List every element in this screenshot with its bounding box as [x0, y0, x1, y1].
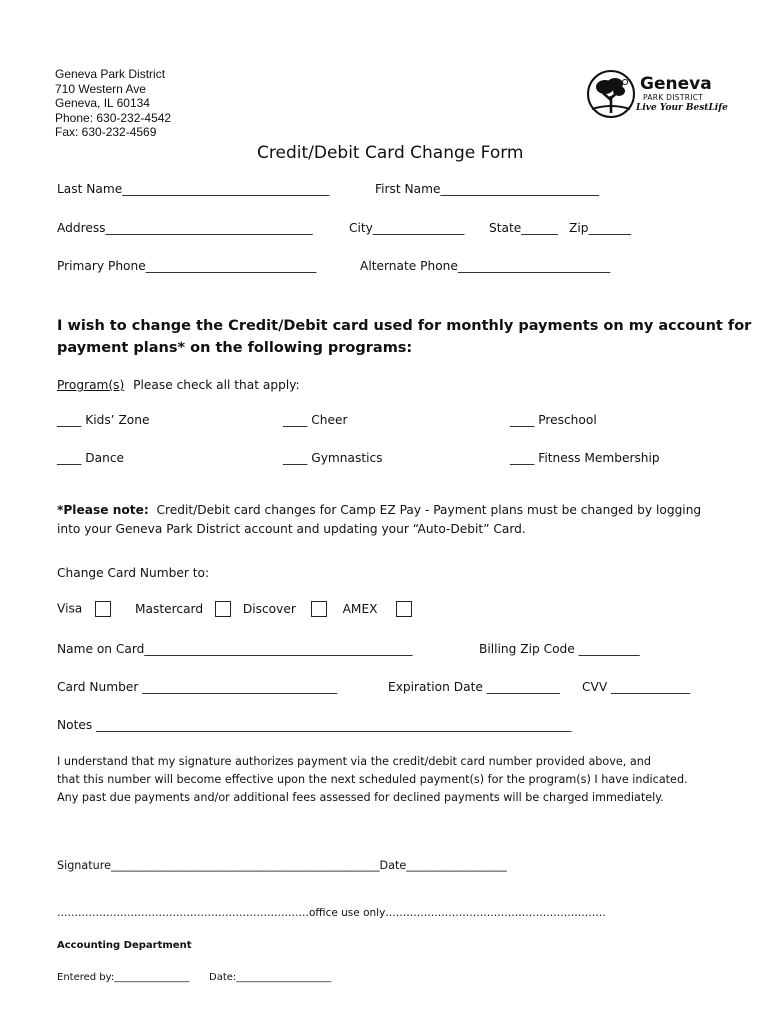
address-block	[55, 67, 171, 140]
alternate-phone-field[interactable]: Alternate Phone_________________________	[360, 259, 611, 273]
discover-checkbox[interactable]	[311, 601, 327, 617]
city-state-zip: Geneva, IL 60134	[55, 96, 150, 110]
signature-date-line[interactable]: Signature________________________________________________Date__________________	[57, 859, 507, 872]
amex-checkbox[interactable]	[396, 601, 412, 617]
address-field[interactable]: Address__________________________________	[57, 221, 313, 235]
primary-phone-field[interactable]: Primary Phone____________________________	[57, 259, 317, 273]
camp-ez-pay-note	[57, 501, 701, 539]
program-dance[interactable]: ____ Dance	[57, 451, 125, 465]
program-gymnastics[interactable]: ____ Gymnastics	[283, 451, 383, 465]
programs-label-row	[57, 378, 300, 392]
street-address: 710 Western Ave	[55, 81, 146, 96]
programs-heading-line2: payment plans* on the following programs:	[57, 340, 413, 356]
programs-heading	[57, 315, 751, 359]
visa-checkbox[interactable]	[95, 601, 111, 617]
logo-name: Geneva	[640, 74, 712, 94]
program-cheer[interactable]: ____ Cheer	[283, 413, 348, 427]
name-on-card-field[interactable]: Name on Card____________________________________________	[57, 642, 413, 656]
last-name-field[interactable]: Last Name__________________________________	[57, 182, 330, 196]
accounting-department-label: Accounting Department	[57, 940, 192, 951]
zip-field[interactable]: Zip_______	[569, 221, 632, 235]
authorization-statement	[57, 753, 688, 807]
discover-label: Discover	[242, 601, 296, 616]
mastercard-checkbox[interactable]	[215, 601, 231, 617]
mastercard-label: Mastercard	[135, 601, 204, 616]
expiration-date-field[interactable]: Expiration Date ____________	[388, 680, 560, 694]
tree-icon	[586, 69, 636, 119]
programs-label: Program(s)	[57, 378, 125, 392]
form-title: Credit/Debit Card Change Form	[257, 143, 524, 163]
cvv-field[interactable]: CVV _____________	[582, 680, 691, 694]
logo-subtitle: PARK DISTRICT	[643, 93, 704, 102]
phone-number: Phone: 630-232-4542	[55, 110, 172, 125]
note-bold-label: *Please note:	[57, 503, 149, 517]
change-card-label: Change Card Number to:	[57, 566, 210, 580]
card-number-field[interactable]: Card Number ________________________________	[57, 680, 338, 694]
first-name-field[interactable]: First Name__________________________	[375, 182, 599, 196]
billing-zip-field[interactable]: Billing Zip Code __________	[479, 642, 640, 656]
auth-line3: Any past due payments and/or additional fees assessed for declined payments will be charged immediately.	[57, 791, 664, 804]
program-preschool[interactable]: ____ Preschool	[510, 413, 597, 427]
office-use-divider: ………………………………………………………………office use only………………………………………………………	[57, 907, 606, 919]
state-field[interactable]: State______	[489, 221, 558, 235]
amex-label: AMEX	[342, 601, 378, 616]
logo-tagline: Live Your BestLife	[636, 103, 728, 113]
fax-number: Fax: 630-232-4569	[55, 125, 157, 139]
program-fitness-membership[interactable]: ____ Fitness Membership	[510, 451, 660, 465]
programs-heading-line1: I wish to change the Credit/Debit card used for monthly payments on my account for	[57, 318, 752, 334]
program-kids-zone[interactable]: ____ Kids’ Zone	[57, 413, 150, 427]
geneva-park-district-logo	[586, 68, 726, 120]
card-type-row	[57, 601, 412, 617]
auth-line1: I understand that my signature authorizes payment via the credit/debit card number provided above, and	[57, 755, 651, 768]
note-line2: into your Geneva Park District account and updating your “Auto-Debit” Card.	[57, 522, 526, 536]
city-field[interactable]: City_______________	[349, 221, 465, 235]
notes-field[interactable]: Notes ______________________________________________________________________________	[57, 718, 572, 732]
auth-line2: that this number will become effective upon the next scheduled payment(s) for the program(s) I have indicated.	[57, 773, 688, 786]
note-line1: Credit/Debit card changes for Camp EZ Pay - Payment plans must be changed by logging	[156, 503, 702, 517]
office-date-field[interactable]: Date:___________________	[209, 972, 332, 983]
entered-by-field[interactable]: Entered by:_______________	[57, 972, 190, 983]
programs-instruction: Please check all that apply:	[133, 378, 300, 392]
org-name: Geneva Park District	[55, 67, 166, 81]
visa-label: Visa	[57, 601, 83, 616]
